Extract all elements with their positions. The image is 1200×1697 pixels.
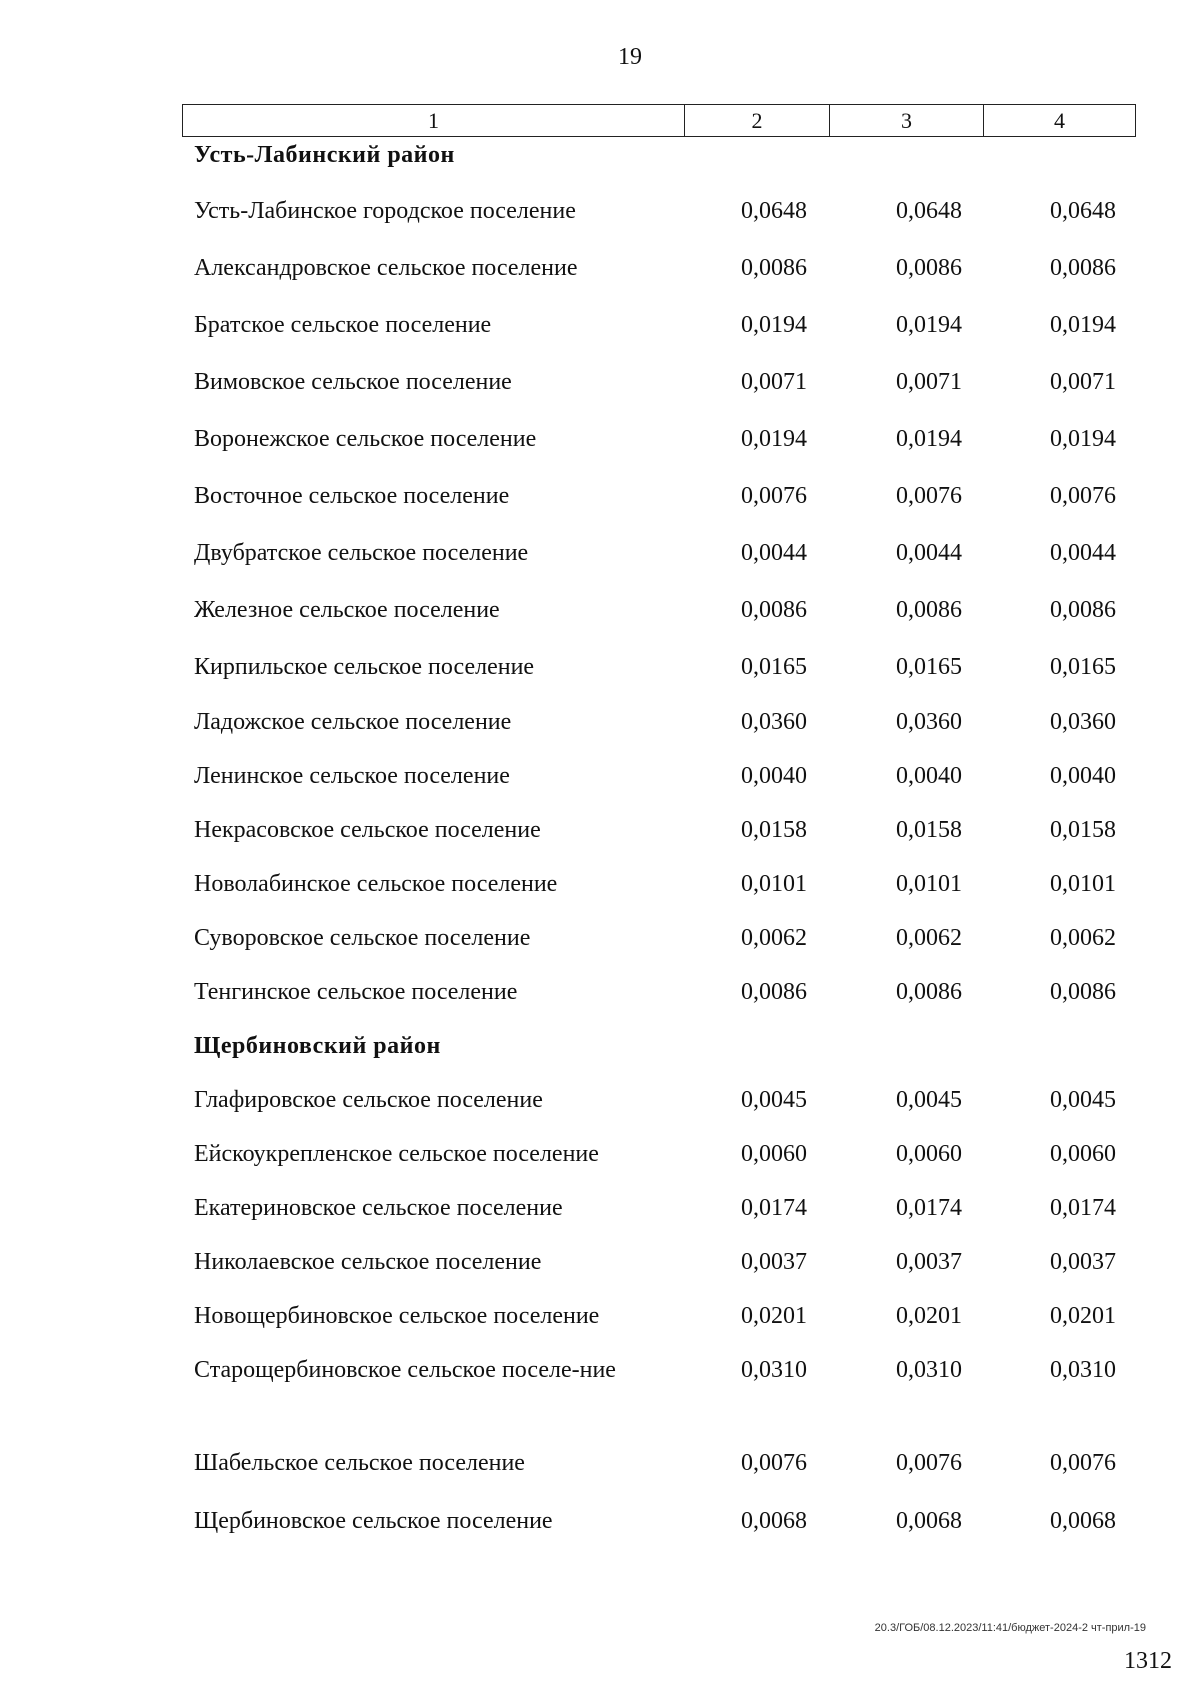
value-col-4: 0,0086 (1050, 979, 1116, 1005)
value-col-3: 0,0201 (896, 1303, 962, 1329)
settlement-name: Новощербиновское сельское поселение (194, 1303, 600, 1329)
value-col-3: 0,0062 (896, 925, 962, 951)
value-col-2: 0,0086 (741, 255, 807, 281)
value-col-3: 0,0165 (896, 654, 962, 680)
value-col-4: 0,0076 (1050, 483, 1116, 509)
value-col-2: 0,0068 (741, 1508, 807, 1534)
settlement-name: Щербиновское сельское поселение (194, 1508, 553, 1534)
value-col-4: 0,0648 (1050, 198, 1116, 224)
settlement-name: Восточное сельское поселение (194, 483, 510, 509)
settlement-name: Суворовское сельское поселение (194, 925, 531, 951)
value-col-2: 0,0037 (741, 1249, 807, 1275)
value-col-2: 0,0194 (741, 312, 807, 338)
settlement-name: Ладожское сельское поселение (194, 709, 512, 735)
value-col-2: 0,0086 (741, 979, 807, 1005)
value-col-4: 0,0086 (1050, 255, 1116, 281)
value-col-4: 0,0068 (1050, 1508, 1116, 1534)
value-col-3: 0,0060 (896, 1141, 962, 1167)
settlement-name: Александровское сельское поселение (194, 255, 578, 281)
value-col-2: 0,0071 (741, 369, 807, 395)
table-header-col-3: 3 (830, 105, 984, 136)
district-heading: Усть-Лабинский район (194, 142, 455, 168)
settlement-name: Тенгинское сельское поселение (194, 979, 518, 1005)
table-header-col-1: 1 (183, 105, 685, 136)
table-header-col-4: 4 (1054, 107, 1065, 133)
value-col-3: 0,0044 (896, 540, 962, 566)
page-number: 19 (618, 44, 642, 70)
value-col-3: 0,0086 (896, 597, 962, 623)
value-col-2: 0,0648 (741, 198, 807, 224)
value-col-4: 0,0360 (1050, 709, 1116, 735)
value-col-2: 0,0086 (741, 597, 807, 623)
value-col-3: 0,0086 (896, 979, 962, 1005)
value-col-3: 0,0076 (896, 1450, 962, 1476)
value-col-3: 0,0158 (896, 817, 962, 843)
settlement-name: Глафировское сельское поселение (194, 1087, 543, 1113)
settlement-name: Братское сельское поселение (194, 312, 492, 338)
settlement-name: Новолабинское сельское поселение (194, 871, 558, 897)
settlement-name: Железное сельское поселение (194, 597, 500, 623)
settlement-name: Шабельское сельское поселение (194, 1450, 525, 1476)
settlement-name: Николаевское сельское поселение (194, 1249, 542, 1275)
value-col-2: 0,0076 (741, 483, 807, 509)
value-col-2: 0,0174 (741, 1195, 807, 1221)
settlement-name: Двубратское сельское поселение (194, 540, 529, 566)
settlement-name: Кирпильское сельское поселение (194, 654, 535, 680)
value-col-4: 0,0101 (1050, 871, 1116, 897)
value-col-4: 0,0158 (1050, 817, 1116, 843)
value-col-2: 0,0310 (741, 1357, 807, 1383)
value-col-2: 0,0165 (741, 654, 807, 680)
value-col-4: 0,0040 (1050, 763, 1116, 789)
value-col-4: 0,0060 (1050, 1141, 1116, 1167)
settlement-name: Некрасовское сельское поселение (194, 817, 541, 843)
value-col-3: 0,0068 (896, 1508, 962, 1534)
value-col-4: 0,0310 (1050, 1357, 1116, 1383)
value-col-4: 0,0194 (1050, 312, 1116, 338)
value-col-4: 0,0165 (1050, 654, 1116, 680)
value-col-3: 0,0360 (896, 709, 962, 735)
value-col-3: 0,0076 (896, 483, 962, 509)
value-col-3: 0,0648 (896, 198, 962, 224)
value-col-4: 0,0201 (1050, 1303, 1116, 1329)
value-col-2: 0,0360 (741, 709, 807, 735)
table-header (182, 104, 1136, 137)
settlement-name: Вимовское сельское поселение (194, 369, 512, 395)
value-col-4: 0,0076 (1050, 1450, 1116, 1476)
district-heading: Щербиновский район (194, 1033, 441, 1059)
value-col-3: 0,0194 (896, 312, 962, 338)
value-col-4: 0,0045 (1050, 1087, 1116, 1113)
value-col-2: 0,0194 (741, 426, 807, 452)
value-col-2: 0,0076 (741, 1450, 807, 1476)
value-col-4: 0,0044 (1050, 540, 1116, 566)
settlement-name: Усть-Лабинское городское поселение (194, 198, 576, 224)
value-col-4: 0,0194 (1050, 426, 1116, 452)
value-col-3: 0,0071 (896, 369, 962, 395)
value-col-2: 0,0101 (741, 871, 807, 897)
value-col-2: 0,0044 (741, 540, 807, 566)
value-col-3: 0,0045 (896, 1087, 962, 1113)
value-col-2: 0,0045 (741, 1087, 807, 1113)
sheet-number: 1312 (1124, 1648, 1172, 1674)
value-col-2: 0,0158 (741, 817, 807, 843)
value-col-2: 0,0060 (741, 1141, 807, 1167)
settlement-name: Воронежское сельское поселение (194, 426, 537, 452)
value-col-3: 0,0194 (896, 426, 962, 452)
value-col-4: 0,0071 (1050, 369, 1116, 395)
value-col-2: 0,0201 (741, 1303, 807, 1329)
value-col-3: 0,0086 (896, 255, 962, 281)
settlement-name: Ленинское сельское поселение (194, 763, 510, 789)
value-col-4: 0,0062 (1050, 925, 1116, 951)
value-col-4: 0,0174 (1050, 1195, 1116, 1221)
value-col-4: 0,0086 (1050, 597, 1116, 623)
settlement-name: Ейскоукрепленское сельское поселение (194, 1141, 599, 1167)
value-col-3: 0,0310 (896, 1357, 962, 1383)
value-col-3: 0,0040 (896, 763, 962, 789)
value-col-2: 0,0040 (741, 763, 807, 789)
settlement-name: Екатериновское сельское поселение (194, 1195, 563, 1221)
value-col-3: 0,0101 (896, 871, 962, 897)
settlement-name: Старощербиновское сельское поселе-ние (194, 1357, 616, 1383)
value-col-3: 0,0174 (896, 1195, 962, 1221)
value-col-3: 0,0037 (896, 1249, 962, 1275)
document-code: 20.3/ГОБ/08.12.2023/11:41/бюджет-2024-2 чт-прил-19 (874, 1622, 1146, 1634)
value-col-4: 0,0037 (1050, 1249, 1116, 1275)
value-col-2: 0,0062 (741, 925, 807, 951)
table-header-col-2: 2 (685, 105, 830, 136)
